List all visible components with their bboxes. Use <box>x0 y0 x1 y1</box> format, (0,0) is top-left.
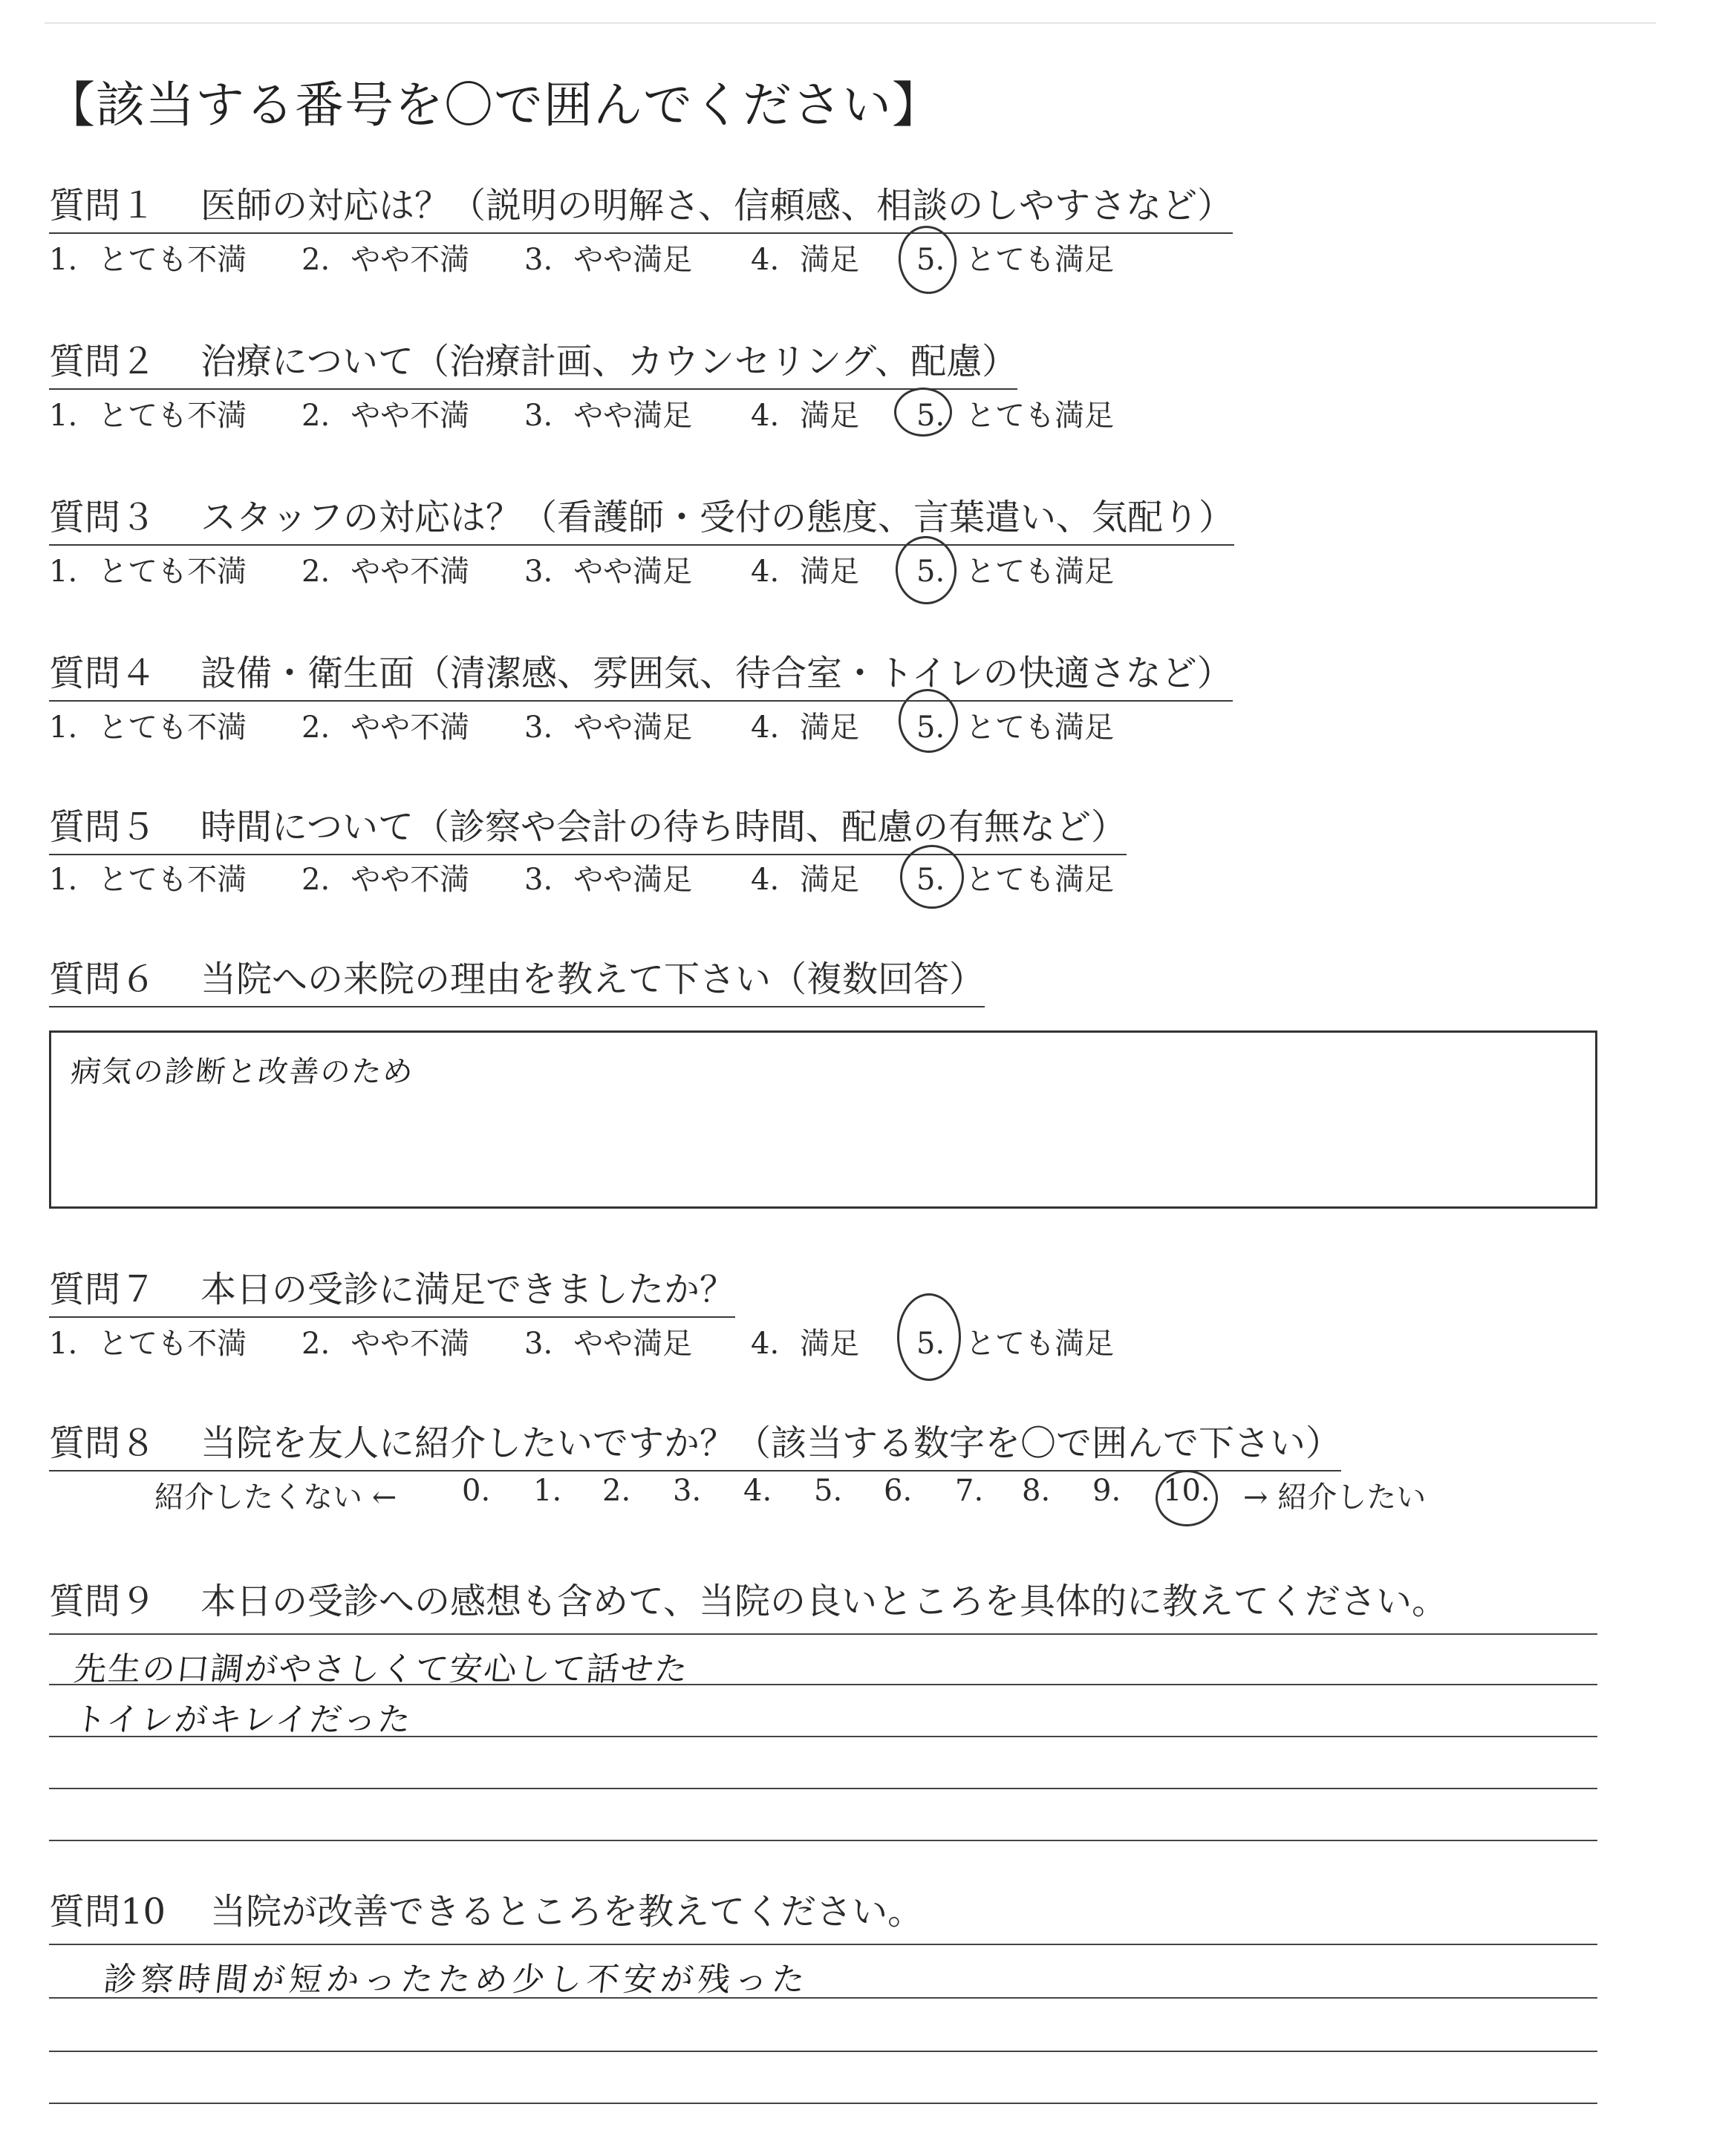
question-7-number: 質問７ <box>49 1269 157 1310</box>
question-6-text: 当院への来院の理由を教えて下さい（複数回答） <box>201 958 985 1000</box>
q2-option-5[interactable]: 5. とても満足 <box>916 399 1115 433</box>
q10-answer-line-4[interactable] <box>49 2103 1597 2104</box>
question-7-heading <box>49 1261 735 1318</box>
q8-value-4[interactable]: 4. <box>743 1474 772 1508</box>
question-5-text: 時間について（診察や会計の待ち時間、配慮の有無など） <box>201 806 1127 848</box>
form-title: 【該当する番号を〇で囲んでください】 <box>46 76 942 134</box>
q4-option-4[interactable]: 4. 満足 <box>751 710 860 745</box>
q7-option-2[interactable]: 2. やや不満 <box>302 1327 470 1361</box>
q2-option-2[interactable]: 2. やや不満 <box>302 399 470 433</box>
question-8-text: 当院を友人に紹介したいですか？（該当する数字を〇で囲んで下さい） <box>201 1422 1342 1464</box>
q8-value-6[interactable]: 6. <box>884 1474 913 1508</box>
q9-answer-line-1[interactable] <box>49 1633 1597 1635</box>
question-6-heading <box>49 950 985 1007</box>
q4-option-2[interactable]: 2. やや不満 <box>302 710 470 745</box>
q7-option-1[interactable]: 1. とても不満 <box>49 1327 247 1361</box>
q10-handwritten-line-1: 診察時間が短かったため少し不安が残った <box>101 1961 812 1999</box>
question-10-number: 質問10 <box>49 1891 166 1933</box>
q8-value-9[interactable]: 9. <box>1092 1474 1121 1508</box>
question-1-number: 質問１ <box>49 185 157 226</box>
question-3-number: 質問３ <box>49 497 157 538</box>
question-5-heading <box>49 798 1127 855</box>
q1-option-1[interactable]: 1. とても不満 <box>49 243 247 277</box>
q9-answer-line-4[interactable] <box>49 1788 1597 1789</box>
q3-option-4[interactable]: 4. 満足 <box>751 555 860 589</box>
q4-option-1[interactable]: 1. とても不満 <box>49 710 247 745</box>
q5-option-2[interactable]: 2. やや不満 <box>302 863 470 897</box>
q8-value-7[interactable]: 7. <box>955 1474 984 1508</box>
question-7-text: 本日の受診に満足できましたか？ <box>201 1269 736 1310</box>
q8-value-5[interactable]: 5. <box>814 1474 843 1508</box>
question-3-text: スタッフの対応は？（看護師・受付の態度、言葉遣い、気配り） <box>201 497 1235 538</box>
q9-handwritten-line-1: 先生の口調がやさしくて安心して話せた <box>71 1650 691 1688</box>
question-6-handwritten-answer: 病気の診断と改善のため <box>69 1055 417 1089</box>
question-10-heading <box>49 1883 923 1938</box>
q8-value-3[interactable]: 3. <box>673 1474 702 1508</box>
q7-option-3[interactable]: 3. やや満足 <box>524 1327 693 1361</box>
question-10-text: 当院が改善できるところを教えてください。 <box>210 1891 924 1933</box>
q1-option-2[interactable]: 2. やや不満 <box>302 243 470 277</box>
q8-value-2[interactable]: 2. <box>602 1474 631 1508</box>
q3-option-3[interactable]: 3. やや満足 <box>524 555 693 589</box>
question-4-text: 設備・衛生面（清潔感、雰囲気、待合室・トイレの快適さなど） <box>201 653 1233 694</box>
question-1-heading <box>49 177 1233 234</box>
q8-value-1[interactable]: 1. <box>533 1474 562 1508</box>
question-5-number: 質問５ <box>49 806 157 848</box>
q9-handwritten-line-2: トイレがキレイだった <box>71 1701 414 1739</box>
q1-answer-circle <box>895 223 959 297</box>
q8-value-10[interactable]: 10. <box>1163 1474 1210 1508</box>
q5-option-4[interactable]: 4. 満足 <box>751 863 860 897</box>
q5-option-5[interactable]: 5. とても満足 <box>916 863 1115 897</box>
q10-answer-line-3[interactable] <box>49 2051 1597 2052</box>
q7-option-5[interactable]: 5. とても満足 <box>916 1327 1115 1361</box>
q5-answer-circle <box>900 845 964 909</box>
q3-option-1[interactable]: 1. とても不満 <box>49 555 247 589</box>
q3-option-5[interactable]: 5. とても満足 <box>916 555 1115 589</box>
q10-answer-line-1[interactable] <box>49 1944 1597 1945</box>
question-8-heading <box>49 1414 1341 1471</box>
question-6-number: 質問６ <box>49 958 157 1000</box>
q7-answer-circle <box>897 1293 961 1381</box>
question-9-text: 本日の受診への感想も含めて、当院の良いところを具体的に教えてください。 <box>201 1581 1448 1622</box>
q5-option-3[interactable]: 3. やや満足 <box>524 863 693 897</box>
question-2-number: 質問２ <box>49 341 157 382</box>
question-2-text: 治療について（治療計画、カウンセリング、配慮） <box>201 341 1018 382</box>
q8-left-label: 紹介したくない ← <box>154 1480 397 1515</box>
question-2-heading <box>49 333 1017 390</box>
q1-option-4[interactable]: 4. 満足 <box>751 243 860 277</box>
question-4-heading <box>49 644 1233 702</box>
q8-value-8[interactable]: 8. <box>1022 1474 1051 1508</box>
q1-option-5[interactable]: 5. とても満足 <box>916 243 1115 277</box>
q2-option-3[interactable]: 3. やや満足 <box>524 399 693 433</box>
question-8-number: 質問８ <box>49 1422 157 1464</box>
q5-option-1[interactable]: 1. とても不満 <box>49 863 247 897</box>
question-1-text: 医師の対応は？（説明の明解さ、信頼感、相談のしやすさなど） <box>201 185 1233 226</box>
question-4-number: 質問４ <box>49 653 157 694</box>
q9-answer-line-5[interactable] <box>49 1840 1597 1841</box>
q4-option-3[interactable]: 3. やや満足 <box>524 710 693 745</box>
question-3-heading <box>49 489 1234 546</box>
q2-answer-circle <box>894 388 952 437</box>
question-9-heading <box>49 1572 1447 1628</box>
q8-answer-circle <box>1156 1470 1218 1526</box>
q7-option-4[interactable]: 4. 満足 <box>751 1327 860 1361</box>
q2-option-4[interactable]: 4. 満足 <box>751 399 860 433</box>
q8-value-0[interactable]: 0. <box>462 1474 491 1508</box>
question-9-number: 質問９ <box>49 1581 157 1622</box>
q4-option-5[interactable]: 5. とても満足 <box>916 710 1115 745</box>
q2-option-1[interactable]: 1. とても不満 <box>49 399 247 433</box>
q8-right-label: → 紹介したい <box>1243 1480 1427 1515</box>
q1-option-3[interactable]: 3. やや満足 <box>524 243 693 277</box>
page-top-rule <box>45 22 1656 24</box>
q3-option-2[interactable]: 2. やや不満 <box>302 555 470 589</box>
